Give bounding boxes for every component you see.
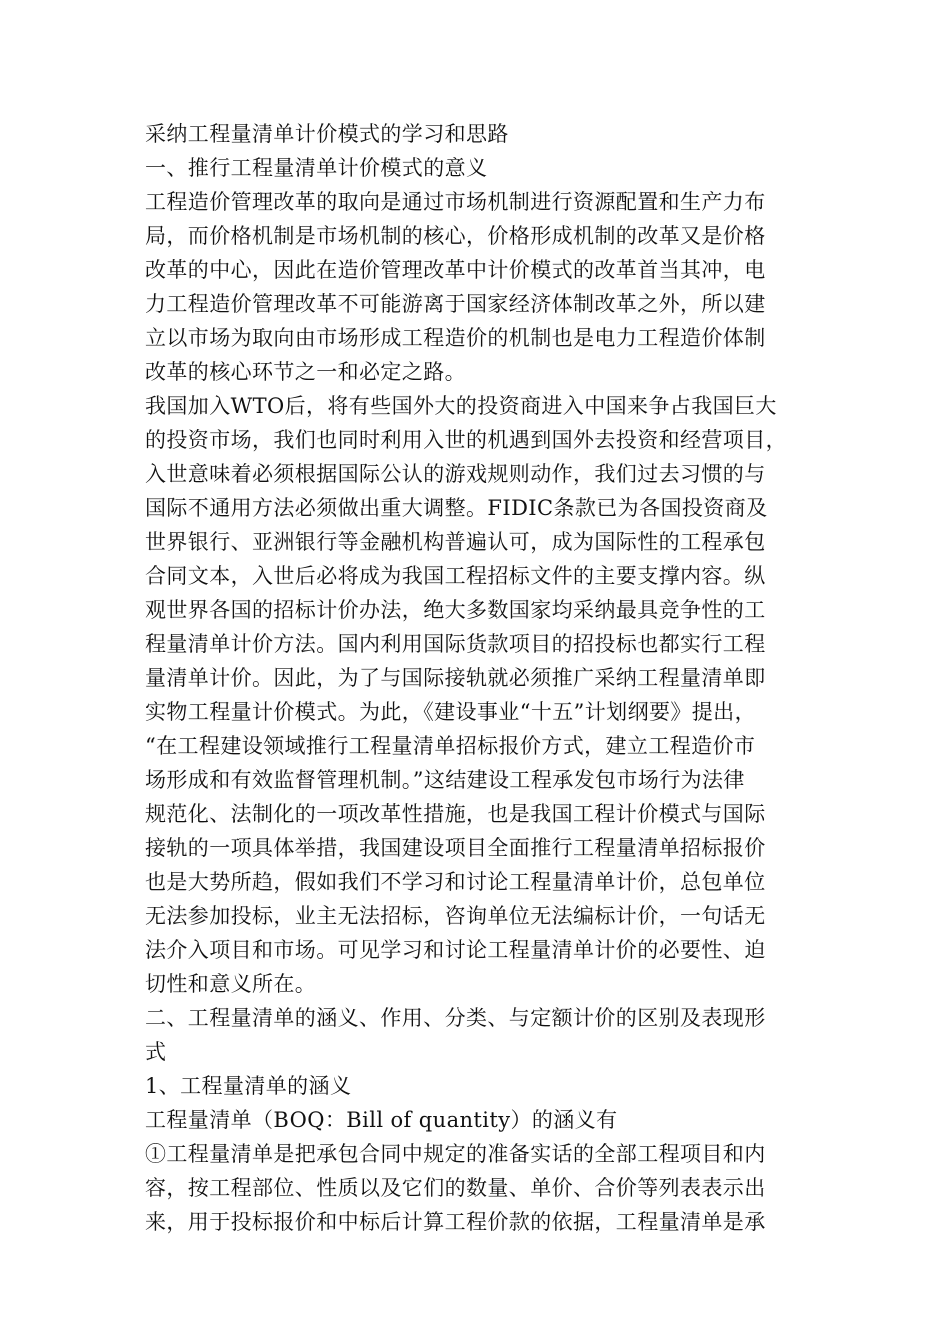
document-body	[145, 117, 815, 1239]
text-line: 切性和意义所在。	[145, 972, 317, 996]
text-line: 场形成和有效监督管理机制。”这结建设工程承发包市场行为法律	[145, 768, 745, 792]
section-heading-2-cont: 式	[145, 1040, 167, 1064]
text-line: 容，按工程部位、性质以及它们的数量、单价、合价等列表表示出	[145, 1176, 766, 1200]
text-line: 量清单计价。因此，为了与国际接轨就必须推广采纳工程量清单即	[145, 666, 766, 690]
text-line: 来，用于投标报价和中标后计算工程价款的依据，工程量清单是承	[145, 1210, 766, 1234]
section-heading-1: 一、推行工程量清单计价模式的意义	[145, 156, 488, 180]
text-line: 无法参加投标，业主无法招标，咨询单位无法编标计价，一句话无	[145, 904, 766, 928]
subsection-heading-1: 1、工程量清单的涵义	[145, 1074, 352, 1098]
text-line: 我国加入WTO后，将有些国外大的投资商进入中国来争占我国巨大	[145, 394, 777, 418]
text-line: 接轨的一项具体举措，我国建设项目全面推行工程量清单招标报价	[145, 836, 766, 860]
text-line: 立以市场为取向由市场形成工程造价的机制也是电力工程造价体制	[145, 326, 766, 350]
text-line: 的投资市场，我们也同时利用入世的机遇到国外去投资和经营项目，	[145, 428, 787, 452]
section-heading-2: 二、工程量清单的涵义、作用、分类、与定额计价的区别及表现形	[145, 1006, 766, 1030]
text-line: 合同文本，入世后必将成为我国工程招标文件的主要支撑内容。纵	[145, 564, 766, 588]
text-line: ①工程量清单是把承包合同中规定的准备实话的全部工程项目和内	[145, 1142, 766, 1166]
document-title: 采纳工程量清单计价模式的学习和思路	[145, 122, 509, 146]
text-line: 实物工程量计价模式。为此，《建设事业“十五”计划纲要》提出，	[145, 700, 756, 724]
text-line: 观世界各国的招标计价办法，绝大多数国家均采纳最具竞争性的工	[145, 598, 766, 622]
text-line: 国际不通用方法必须做出重大调整。FIDIC条款已为各国投资商及	[145, 496, 768, 520]
text-line: 局，而价格机制是市场机制的核心，价格形成机制的改革又是价格	[145, 224, 766, 248]
text-line: 入世意味着必须根据国际公认的游戏规则动作，我们过去习惯的与	[145, 462, 766, 486]
text-line: “在工程建设领域推行工程量清单招标报价方式，建立工程造价市	[145, 734, 756, 758]
text-line: 规范化、法制化的一项改革性措施，也是我国工程计价模式与国际	[145, 802, 766, 826]
text-line: 也是大势所趋，假如我们不学习和讨论工程量清单计价，总包单位	[145, 870, 766, 894]
text-line: 工程量清单（BOQ：Bill of quantity）的涵义有	[145, 1108, 618, 1132]
text-line: 程量清单计价方法。国内利用国际货款项目的招投标也都实行工程	[145, 632, 766, 656]
text-line: 改革的中心，因此在造价管理改革中计价模式的改革首当其冲，电	[145, 258, 766, 282]
text-line: 工程造价管理改革的取向是通过市场机制进行资源配置和生产力布	[145, 190, 766, 214]
text-line: 法介入项目和市场。可见学习和讨论工程量清单计价的必要性、迫	[145, 938, 766, 962]
text-line: 世界银行、亚洲银行等金融机构普遍认可，成为国际性的工程承包	[145, 530, 766, 554]
text-line: 改革的核心环节之一和必定之路。	[145, 360, 466, 384]
text-line: 力工程造价管理改革不可能游离于国家经济体制改革之外，所以建	[145, 292, 766, 316]
